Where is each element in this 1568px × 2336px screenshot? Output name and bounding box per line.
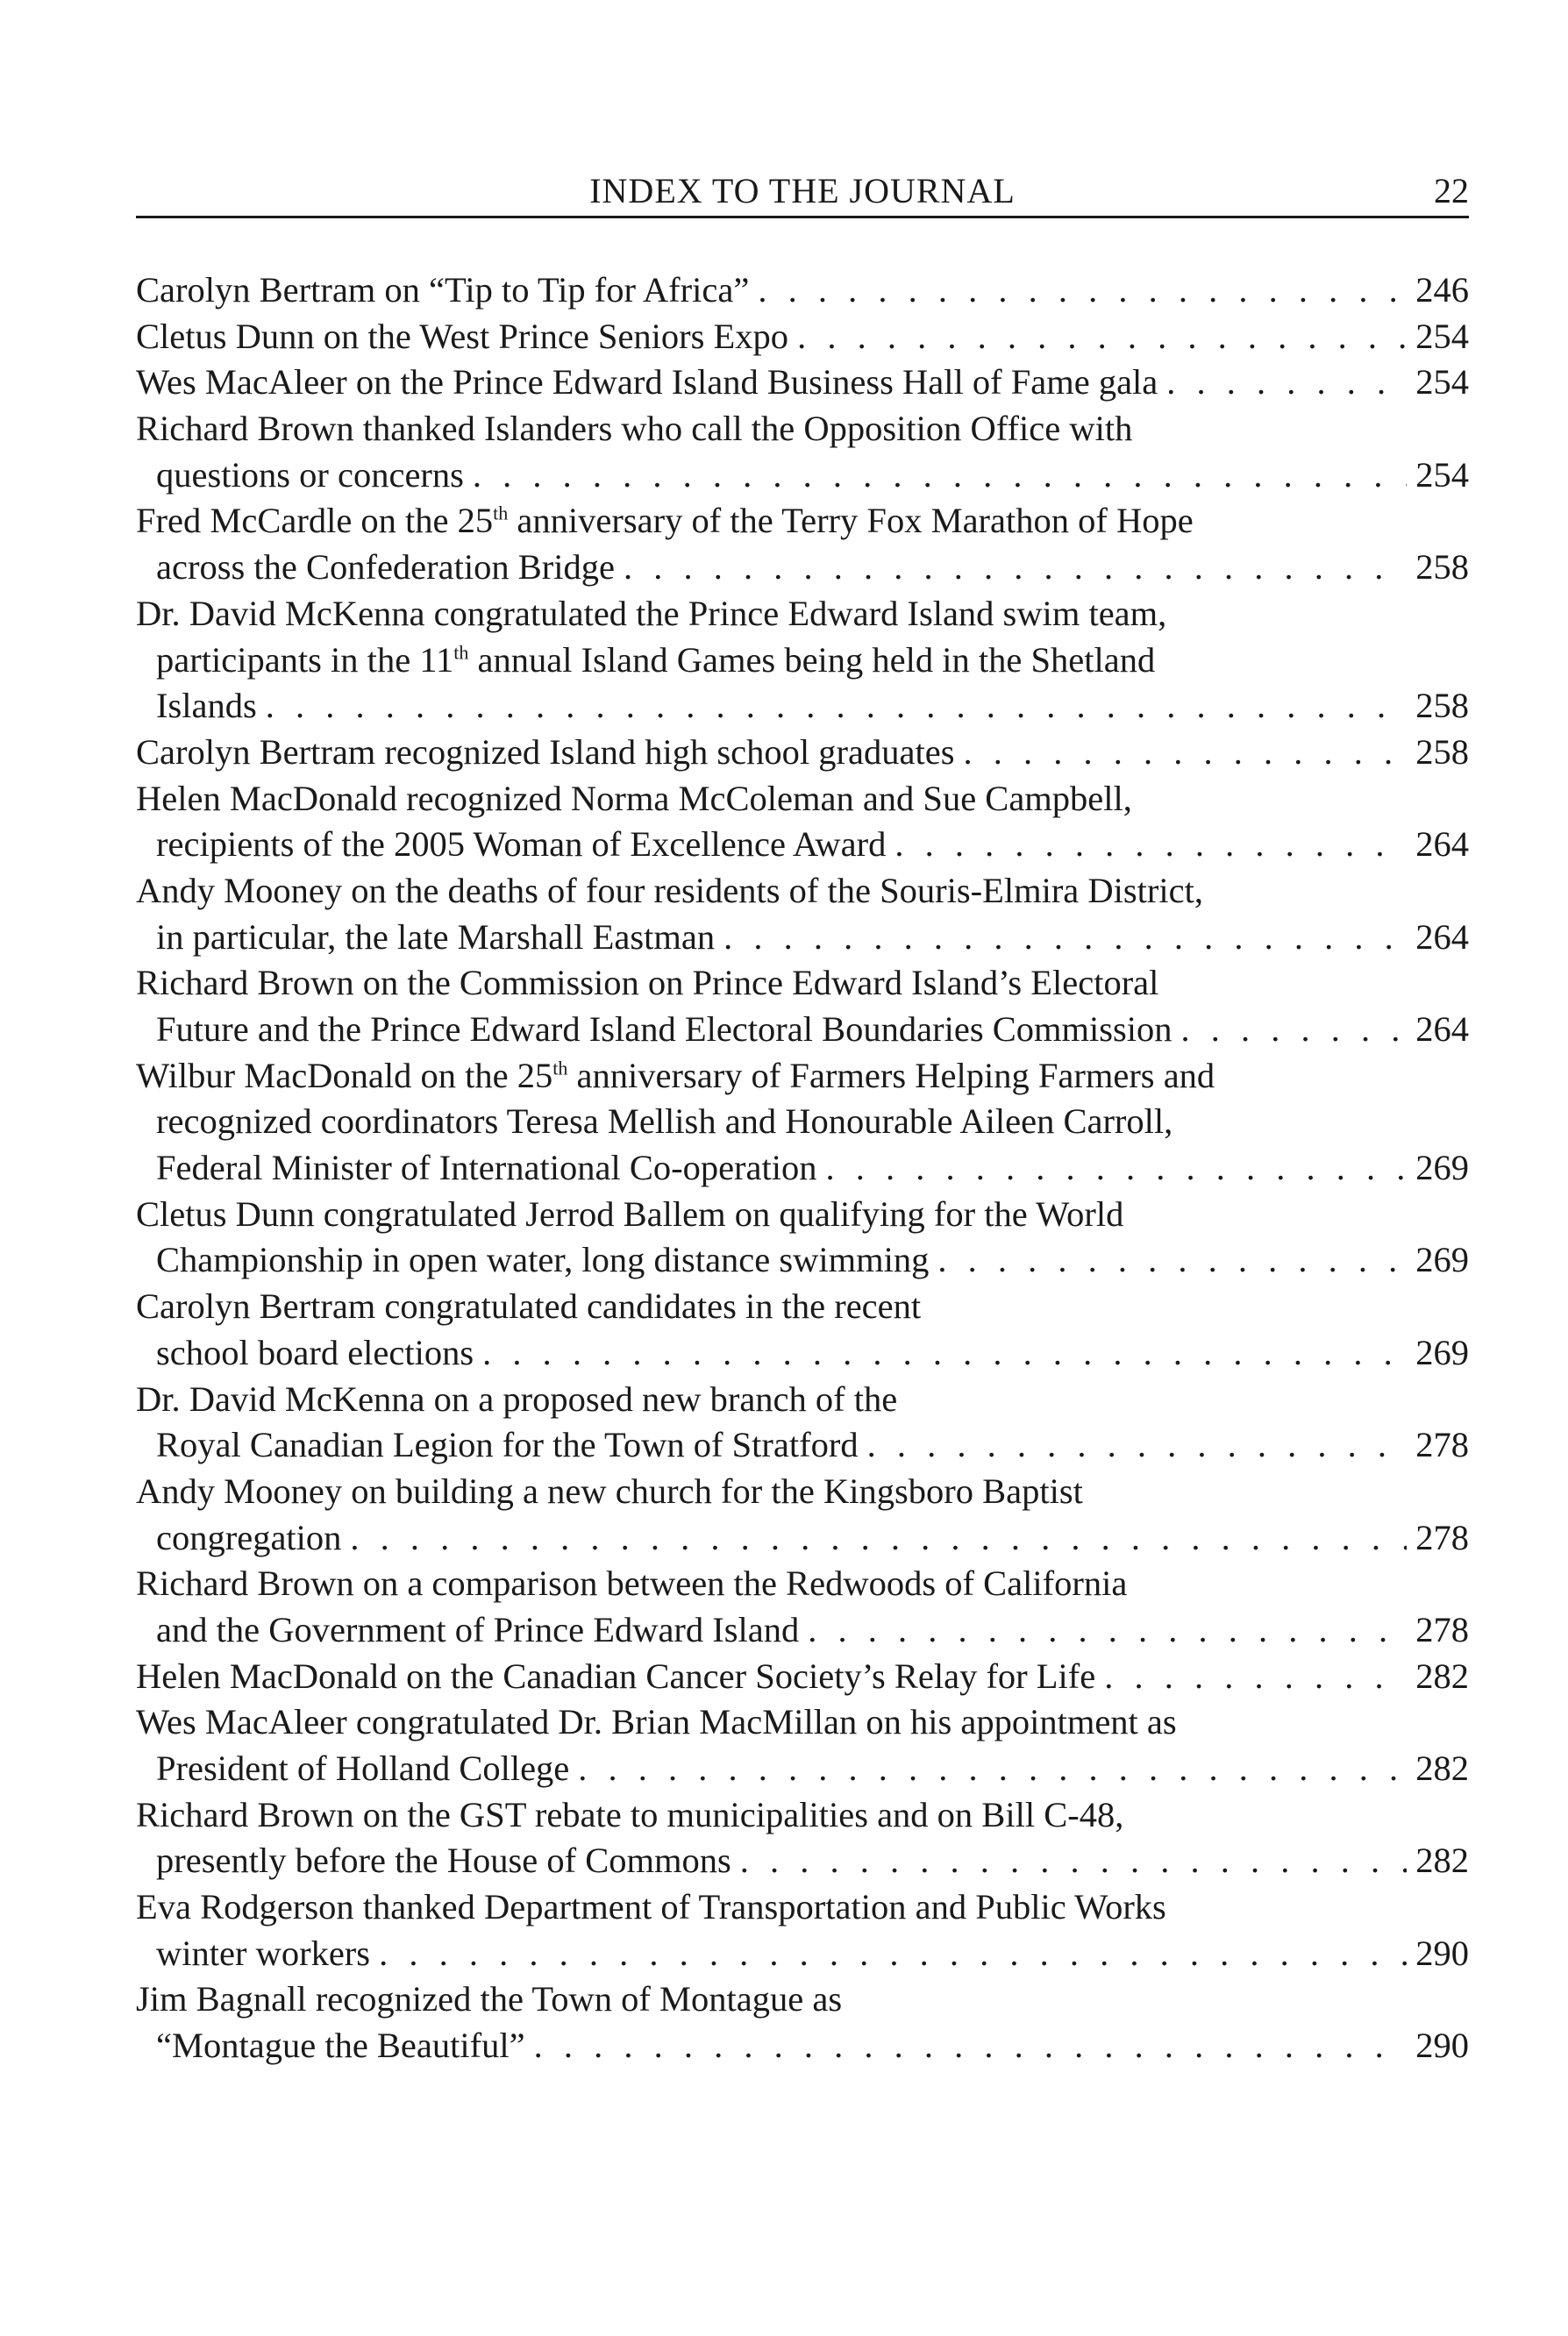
entry-text: winter workers <box>156 1933 371 1973</box>
dot-leader <box>1158 360 1407 406</box>
entry-line <box>136 1746 1469 1792</box>
entry-line <box>136 683 1469 730</box>
entry-line: Wes MacAleer congratulated Dr. Brian MacMillan on his appointment as <box>136 1702 1177 1742</box>
entry-page-number: 258 <box>1415 547 1469 588</box>
entry-line: Eva Rodgerson thanked Department of Transportation and Public Works <box>136 1887 1166 1927</box>
entry-line <box>136 314 1469 360</box>
entry-page-number: 282 <box>1415 1748 1469 1788</box>
index-entry <box>136 1469 1469 1561</box>
dot-leader <box>954 730 1407 776</box>
entry-page-number: 264 <box>1415 1009 1469 1049</box>
entry-page-number: 278 <box>1415 1609 1469 1649</box>
entry-line: Richard Brown on a comparison between the Redwoods of California <box>136 1563 1128 1604</box>
index-entry <box>136 1192 1469 1284</box>
entry-line <box>136 1654 1469 1700</box>
entry-line <box>136 452 1469 499</box>
index-entry <box>136 360 1469 406</box>
entry-line: Andy Mooney on building a new church for the Kingsboro Baptist <box>136 1471 1083 1511</box>
header-page-number: 22 <box>1434 171 1469 210</box>
entry-line <box>136 730 1469 776</box>
entry-text: congregation <box>156 1517 342 1557</box>
entry-text: Islands <box>156 686 257 726</box>
index-entry <box>136 1884 1469 1976</box>
entry-line: participants in the 11th annual Island Games being held in the Shetland <box>156 639 1156 680</box>
entry-line: Richard Brown on the GST rebate to municipalities and on Bill C-48, <box>136 1794 1124 1834</box>
dot-leader <box>929 1237 1407 1284</box>
entry-page-number: 269 <box>1415 1148 1469 1188</box>
dot-leader <box>474 1330 1407 1377</box>
entry-page-number: 278 <box>1415 1425 1469 1465</box>
index-entry <box>136 267 1469 314</box>
dot-leader <box>749 267 1407 314</box>
dot-leader <box>257 683 1408 730</box>
index-entry <box>136 1377 1469 1469</box>
entry-text: school board elections <box>156 1332 474 1372</box>
entry-line: recognized coordinators Teresa Mellish and Honourable Aileen Carroll, <box>156 1101 1173 1142</box>
entry-line <box>136 1007 1469 1053</box>
entry-line: Wilbur MacDonald on the 25th anniversary of Farmers Helping Farmers and <box>136 1055 1215 1095</box>
dot-leader <box>859 1422 1408 1469</box>
entry-line: Cletus Dunn congratulated Jerrod Ballem on qualifying for the World <box>136 1193 1124 1234</box>
index-entry <box>136 1053 1469 1192</box>
entry-line <box>136 822 1469 868</box>
entry-line <box>136 1931 1469 1977</box>
entry-line <box>136 1422 1469 1469</box>
entry-line <box>136 1838 1469 1884</box>
dot-leader <box>370 1931 1407 1977</box>
dot-leader <box>715 915 1407 961</box>
dot-leader <box>341 1515 1407 1562</box>
entry-line <box>136 1515 1469 1562</box>
entry-page-number: 258 <box>1415 731 1469 772</box>
entry-page-number: 290 <box>1415 2026 1469 2066</box>
entry-text: President of Holland College <box>156 1748 570 1788</box>
entry-text: presently before the House of Commons <box>156 1841 731 1881</box>
entry-line: Fred McCardle on the 25th anniversary of the Terry Fox Marathon of Hope <box>136 501 1194 541</box>
entry-page-number: 246 <box>1415 270 1469 310</box>
index-entry <box>136 776 1469 868</box>
dot-leader <box>615 545 1407 591</box>
index-entry <box>136 1561 1469 1653</box>
entry-line: Richard Brown thanked Islanders who call the Opposition Office with <box>136 409 1133 449</box>
entry-text: Championship in open water, long distance swimming <box>156 1240 930 1280</box>
entry-line: Carolyn Bertram congratulated candidates in the recent <box>136 1286 922 1327</box>
entry-text: and the Government of Prince Edward Island <box>156 1609 800 1649</box>
entry-text: Royal Canadian Legion for the Town of Stratford <box>156 1425 859 1465</box>
entry-line <box>136 360 1469 406</box>
entry-page-number: 269 <box>1415 1332 1469 1372</box>
entry-line: Helen MacDonald recognized Norma McColeman and Sue Campbell, <box>136 778 1132 818</box>
entry-text: Future and the Prince Edward Island Electoral Boundaries Commission <box>156 1009 1172 1049</box>
entry-page-number: 264 <box>1415 824 1469 865</box>
entry-line: Dr. David McKenna congratulated the Prince Edward Island swim team, <box>136 593 1167 633</box>
index-entry <box>136 314 1469 360</box>
entry-page-number: 282 <box>1415 1841 1469 1881</box>
index-entries <box>136 267 1469 2069</box>
index-entry <box>136 406 1469 498</box>
dot-leader <box>886 822 1407 868</box>
dot-leader <box>569 1746 1407 1792</box>
entry-text: “Montague the Beautiful” <box>156 2026 525 2066</box>
entry-line <box>136 1237 1469 1284</box>
entry-line: Andy Mooney on the deaths of four residents of the Souris-Elmira District, <box>136 870 1204 910</box>
entry-page-number: 254 <box>1415 362 1469 402</box>
dot-leader <box>464 452 1407 499</box>
entry-line <box>136 1145 1469 1192</box>
index-entry <box>136 1792 1469 1884</box>
index-entry <box>136 960 1469 1052</box>
entry-line <box>136 915 1469 961</box>
entry-text: Carolyn Bertram on “Tip to Tip for Africa” <box>136 270 750 310</box>
dot-leader <box>1095 1654 1407 1700</box>
dot-leader <box>1172 1007 1408 1053</box>
entry-text: Cletus Dunn on the West Prince Seniors Expo <box>136 316 789 356</box>
index-entry <box>136 1284 1469 1376</box>
entry-text: across the Confederation Bridge <box>156 547 615 588</box>
entry-line <box>136 1607 1469 1654</box>
index-entry <box>136 591 1469 730</box>
dot-leader <box>731 1838 1408 1884</box>
entry-page-number: 254 <box>1415 454 1469 495</box>
page-header <box>136 170 1469 218</box>
entry-line: Dr. David McKenna on a proposed new branch of the <box>136 1378 898 1419</box>
entry-text: questions or concerns <box>156 454 464 495</box>
index-entry <box>136 1699 1469 1791</box>
dot-leader <box>817 1145 1408 1192</box>
header-title: INDEX TO THE JOURNAL <box>589 171 1016 210</box>
entry-line <box>136 1330 1469 1377</box>
index-entry <box>136 1654 1469 1700</box>
entry-line <box>136 545 1469 591</box>
entry-text: in particular, the late Marshall Eastman <box>156 916 716 957</box>
entry-text: recipients of the 2005 Woman of Excellence Award <box>156 824 887 865</box>
entry-page-number: 278 <box>1415 1517 1469 1557</box>
index-entry <box>136 498 1469 590</box>
entry-page-number: 290 <box>1415 1933 1469 1973</box>
dot-leader <box>525 2023 1408 2069</box>
entry-page-number: 282 <box>1415 1656 1469 1696</box>
entry-page-number: 258 <box>1415 686 1469 726</box>
entry-line: Jim Bagnall recognized the Town of Montague as <box>136 1979 843 2019</box>
entry-line <box>136 267 1469 314</box>
entry-text: Helen MacDonald on the Canadian Cancer Society’s Relay for Life <box>136 1656 1096 1696</box>
entry-line <box>136 2023 1469 2069</box>
entry-page-number: 269 <box>1415 1240 1469 1280</box>
index-entry <box>136 730 1469 776</box>
entry-page-number: 254 <box>1415 316 1469 356</box>
dot-leader <box>788 314 1407 360</box>
index-entry <box>136 1976 1469 2069</box>
entry-text: Wes MacAleer on the Prince Edward Island Business Hall of Fame gala <box>136 362 1158 402</box>
entry-text: Federal Minister of International Co-operation <box>156 1148 817 1188</box>
index-entry <box>136 868 1469 960</box>
dot-leader <box>799 1607 1407 1654</box>
entry-text: Carolyn Bertram recognized Island high school graduates <box>136 731 955 772</box>
entry-line: Richard Brown on the Commission on Prince Edward Island’s Electoral <box>136 963 1159 1003</box>
entry-page-number: 264 <box>1415 916 1469 957</box>
